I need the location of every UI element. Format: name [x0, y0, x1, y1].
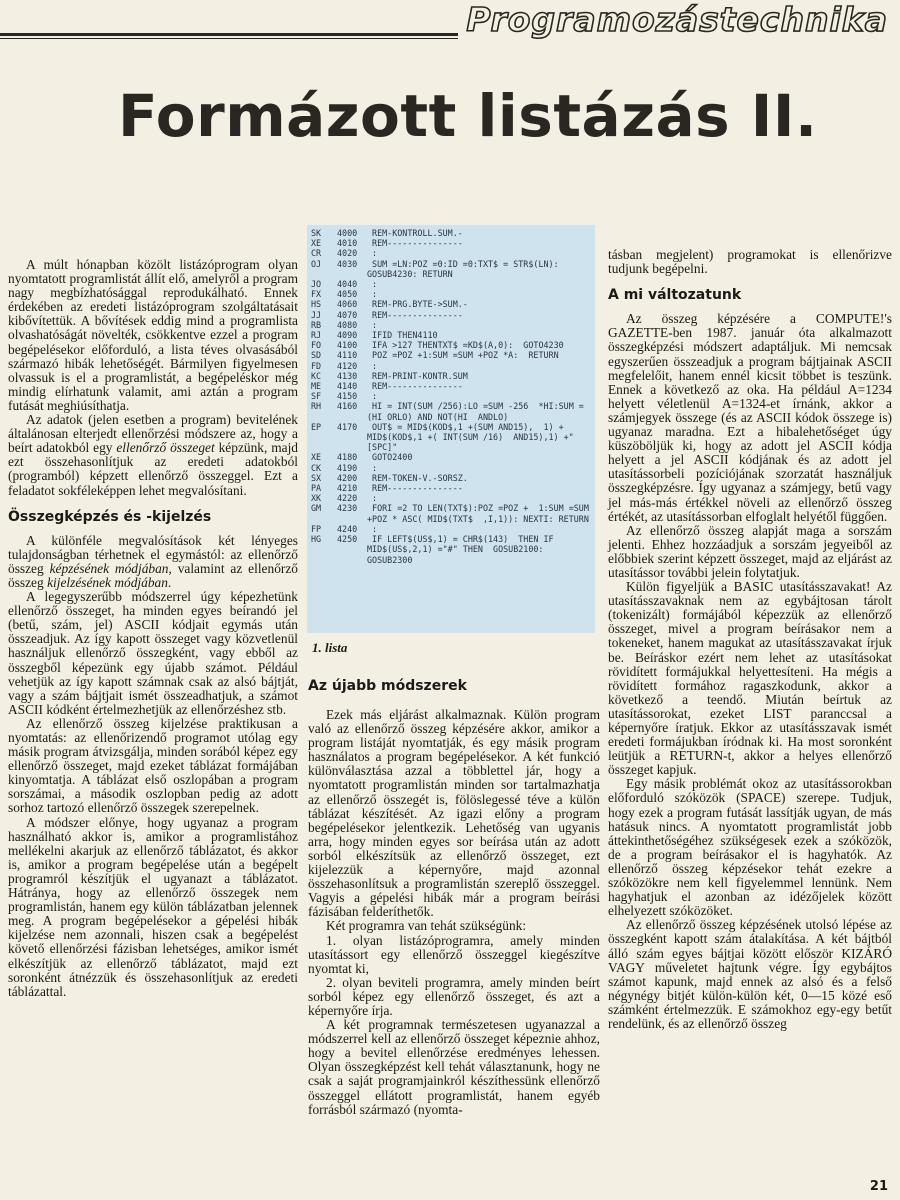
listing-code: SX [311, 472, 322, 483]
listing-text: REM-PRINT-KONTR.SUM [367, 370, 468, 381]
list-item: 2. olyan beviteli programra, amely minden beírt sorból képez egy ellenőrző összeget, és azt a képernyőre írja. [308, 974, 600, 1018]
paragraph: Az ellenőrző összeg képzésének utolsó lépése az összegként kapott szám átalakítása. A két bájtból álló szám egyes bájtjai között először KIZÁRÓ VAGY műveletet hajtunk végre. Így egybájtos számot kapunk, majd ennek az alsó és a felső négynégy bitjét külön-külön két, 0—15 közé eső számként értelmezzük. E számokhoz egy-egy betűt rendelünk, és az ellenőrző összeg [608, 917, 892, 1031]
listing-line [311, 371, 591, 381]
listing-text: REM--------------- [367, 381, 463, 392]
page-number: 21 [869, 1179, 888, 1194]
listing-line [311, 473, 591, 483]
listing-line [311, 503, 594, 524]
listing-line [311, 452, 591, 462]
listing-num: 4170 [337, 421, 358, 432]
listing-text: : [367, 289, 378, 300]
listing-text: : [367, 523, 378, 534]
listing-num: 4220 [337, 493, 358, 504]
subheading: Az újabb módszerek [308, 678, 467, 694]
listing-line [311, 340, 591, 350]
listing-num: 4040 [337, 279, 358, 290]
listing-code: SD [311, 350, 322, 361]
listing-text: IF LEFT$(US$,1) = CHR$(143) THEN IF MID$(US$,2,1) ="#" THEN GOSUB2100: GOSUB2300 [367, 534, 559, 565]
listing-line [311, 320, 591, 330]
listing-line [311, 310, 591, 320]
list-item: 1. olyan listázóprogramra, amely minden utasítássort egy ellenőrző összeggel kiegészítve nyomtat ki, [308, 932, 600, 976]
listing-text: GOTO2400 [367, 452, 413, 463]
listing-line [311, 422, 591, 453]
listing-line [311, 361, 591, 371]
listing-text: POZ =POZ +1:SUM =SUM +POZ *A: RETURN [367, 350, 559, 361]
paragraph: A két programnak természetesen ugyanazzal a módszerrel kell az ellenőrző összeget képeznie ahhoz, hogy a bevitel ellenőrzése eredményes lehessen. Olyan összegképzést kell tehát választanunk, hogy ne csak a saját programjainkról készíthessünk ellenőrző összeggel ellátott programlistát, hanem egyéb forrásból származó (nyomta- [308, 1017, 600, 1117]
listing-text: IFID THEN4110 [367, 330, 438, 341]
listing-line [311, 299, 591, 309]
listing-line [311, 330, 591, 340]
subheading: Összegképzés és -kijelzés [8, 508, 212, 525]
listing-line [311, 391, 591, 401]
listing-code: GM [311, 503, 322, 514]
listing-code: KC [311, 370, 322, 381]
listing-text: REM--------------- [367, 238, 463, 249]
listing-text: REM-PRG.BYTE->SUM.- [367, 299, 468, 310]
headline: Formázott listázás II. [118, 82, 818, 150]
listing-num: 4150 [337, 391, 358, 402]
listing-code: JJ [311, 309, 322, 320]
section-title: Programozástechnika [466, 0, 888, 39]
column-2 [308, 708, 600, 1117]
listing-num: 4070 [337, 309, 358, 320]
listing-line [311, 401, 591, 421]
listing-num: 4050 [337, 289, 358, 300]
subheading: A mi változatunk [608, 287, 742, 304]
listing-line [311, 248, 591, 258]
listing-code: CK [311, 462, 322, 473]
paragraph: A múlt hónapban közölt listázóprogram olyan nyomtatott programlistát állít elő, amelyről a program nagy megbízhatósággal reprodukálható. Ennek érdekében az eredeti listázóprogram szolgáltatásait kibővítettük. A bővítések eddig mind a programlista olvashatóságát növelték, csökkentve ezzel a program begépelésekor előforduló, a lista téves olvasásából származó hibák lehetőségét. Bármilyen figyelmesen olvassuk is el a programlistát, a begépeléskor még mindig elírhatunk valamit, ami aztán a program futását meghiúsíthatja. [8, 257, 298, 413]
listing-num: 4080 [337, 319, 358, 330]
listing-line [311, 259, 591, 279]
listing-num: 4020 [337, 248, 358, 259]
listing-text: FORI =2 TO LEN(TXT$):POZ =POZ + 1:SUM =SUM +POZ * ASC( MID$(TXT$ ,I,1)): NEXTI: RETURN [367, 503, 594, 524]
listing-line [311, 534, 591, 565]
listing-text: : [367, 279, 378, 290]
listing-code: CR [311, 248, 322, 259]
listing-text: REM--------------- [367, 309, 463, 320]
column-1 [8, 258, 298, 999]
listing-num: 4210 [337, 483, 358, 494]
listing-num: 4000 [337, 228, 358, 238]
paragraph: Külön figyeljük a BASIC utasításszavakat! Az utasításszavaknak nem az egybájtosan tárolt (tokenizált) formájából képezzük az ellenőrző összeget, mivel a program beírásakor nem a tokeneket, hanem magukat az utasításszavakat írjuk be. Beíráskor ezért nem lehet az utasításokat rövidített formájukkal helyettesíteni. Ha mégis a rövidített formához ragaszkodunk, akkor a következő a teendő. Miután beírtuk az utasítássorokat, ezeket LIST paranccsal a képernyőre íratjuk. Ekkor az utasításszavak ismét eredeti formájukban íródnak ki. Ha most soronként leütjük a RETURN-t, akkor a helyes ellenőrző összeget kapjuk. [608, 579, 892, 778]
listing-code: ME [311, 381, 322, 392]
listing-code: FP [311, 523, 322, 534]
listing-text: : [367, 493, 378, 504]
listing-text: : [367, 462, 378, 473]
paragraph: Egy másik problémát okoz az utasítássorokban előforduló szóközök (SPACE) szerepe. Tudjuk, hogy ezek a program futását lassítják ugyan, de más hatásuk nincs. A nyomtatott programlistát jobb áttekinthetőségéhez szükségesek ezek a szóközök, de a program beírásakor el is hagyhatók. Az ellenőrző összeg képzésekor tehát ezekre a szóközökre nem kell figyelemmel lennünk. Nem hagyhatjuk el azonban az idézőjelek között elhelyezett szóközöket. [608, 776, 892, 919]
listing-num: 4160 [337, 401, 358, 412]
listing-code: FD [311, 360, 322, 371]
listing-num: 4180 [337, 452, 358, 463]
paragraph: Két programra van tehát szükségünk: [326, 918, 527, 934]
listing-caption: 1. lista [312, 640, 348, 655]
paragraph: Ezek más eljárást alkalmaznak. Külön program való az ellenőrző összeg képzésére akkor, amikor a program listáját nyomtatják, és egy másik program használatos a program begépelésekor. A két funkció különválasztása azzal a többlettel jár, hogy a nyomtatott programlistán minden sor tartalmazhatja az ellenőrző összegét is, fölöslegessé téve a külön táblázat készítését. Az igazi előny a program begépelésekor jelentkezik. Lehetőség van ugyanis arra, hogy minden egyes sor beírása után az adott sorból elkészítsük az ellenőrző összeget, ezt kijelezzük a képernyőre, majd azonnal összehasonlítsuk a programlistán szereplő összeggel. Vagyis a gépelési hibák már a program beírási fázisában felderíthetők. [308, 707, 600, 920]
listing-line [311, 238, 591, 248]
listing-num: 4250 [337, 534, 358, 545]
listing-code: JO [311, 279, 322, 290]
listing-code: EP [311, 421, 322, 432]
column-3 [608, 248, 892, 1031]
listing-line [311, 524, 591, 534]
paragraph: A módszer előnye, hogy ugyanaz a program használható akkor is, amikor a programlistához mellékelni akarjuk az ellenőrző táblázatot, és akkor is, amikor a program begépelése után a begépelt programról készítjük el ugyanazt a táblázatot. Hátránya, hogy az ellenőrző összegek nem programlistán, hanem egy külön táblázatban jelennek meg. A program begépelésekor a gépelési hibák kijelzése nem azonnali, hiszen csak a begépelést követő ellenőrzési fázisban lehetséges, amikor ismét elkészítjük az ellenőrző táblázatot, majd ezt soronként átnézzük és összehasonlítjuk az eredeti táblázattal. [8, 814, 298, 999]
listing-code: RH [311, 401, 322, 412]
listing-code: XK [311, 493, 322, 504]
listing-text: : [367, 319, 378, 330]
listing-num: 4200 [337, 472, 358, 483]
listing-code: HS [311, 299, 322, 310]
listing-code: FO [311, 340, 322, 351]
listing-text: REM-KONTROLL.SUM.- [367, 228, 463, 238]
listing-text: REM-TOKEN-V.-SORSZ. [367, 472, 468, 483]
program-listing [307, 225, 595, 633]
listing-text: : [367, 248, 378, 259]
listing-line [311, 350, 591, 360]
paragraph: Az adatok (jelen esetben a program) bevitelének általánosan elterjedt ellenőrzési módszere az, hogy a beírt adatokból egy ellenőrző összeget képzünk, majd ezt összehasonlítjuk az eredeti adatokból (programból) képzett ellenőrző összeggel. Ezt a feladatot sokféleképpen lehet megvalósítani. [8, 412, 298, 498]
listing-line [311, 279, 591, 289]
listing-num: 4120 [337, 360, 358, 371]
listing-code: XE [311, 238, 322, 249]
listing-num: 4100 [337, 340, 358, 351]
listing-code: XE [311, 452, 322, 463]
listing-line [311, 483, 591, 493]
listing-text: HI = INT(SUM /256):LO =SUM -256 *HI:SUM =(HI ORLO) AND NOT(HI ANDLO) [367, 401, 584, 422]
listing-code: RB [311, 319, 322, 330]
listing-num: 4190 [337, 462, 358, 473]
listing-code: SF [311, 391, 322, 402]
listing-line [311, 493, 591, 503]
listing-text: OUT$ = MID$(KOD$,1 +(SUM AND15), 1) + MID$(KOD$,1 +( INT(SUM /16) AND15),1) +"[SPC]" [367, 421, 574, 453]
listing-text: IFA >127 THENTXT$ =KD$(A,0): GOTO4230 [367, 340, 564, 351]
paragraph: A különféle megvalósítások két lényeges tulajdonságban térhetnek el egymástól: az ellenőrző összeg képzésének módjában, valamint az ellenőrző összeg kijelzésének módjában. [8, 532, 298, 590]
listing-text: SUM =LN:POZ =0:ID =0:TXT$ = STR$(LN): GOSUB4230: RETURN [367, 258, 569, 279]
header-rule-thin [0, 38, 458, 39]
paragraph: A legegyszerűbb módszerrel úgy képezhetünk ellenőrző összeget, ha minden egyes beírandó jel (betű, szám, jel) ASCII kódjait egymás után összeadjuk. Az így kapott összeget vagy közvetlenül használjuk ellenőrző összegként, vagy ebből az összegből képezünk egy újabb számot. Például vehetjük az így kapott számnak csak az alsó bájtját, vagy a szám bájtjait ismét összeadhatjuk, a számot ASCII kódként értelmezhetjük az ellenőrzéshez stb. [8, 589, 298, 717]
paragraph: Az ellenőrző összeg alapját maga a sorszám jelenti. Ehhez hozzáadjuk a sorszám jegyeiből az előbbiek szerint képzett összeget, majd az eljárást az utasítássor további jelein folytatjuk. [608, 522, 892, 580]
listing-num: 4060 [337, 299, 358, 310]
listing-code: SK [311, 228, 322, 238]
listing-line [311, 381, 591, 391]
paragraph: Az összeg képzésére a COMPUTE!'s GAZETTE-ben 1987. január óta alkalmazott összegképzési módszert adaptáljuk. Mi nemcsak egyszerűen összeadjuk a program bájtjainak ASCII megfelelőit, hanem ennél kicsit többet is teszünk. Ennek a következő az oka. Ha például A=1234 helyett véletlenül A=1324-et írnánk, akkor a számjegyek összege (és az ASCII kódok összege is) ugyanaz maradna. Ezt a hibalehetőséget úgy küszöböljük ki, hogy az adott jel ASCII kódja helyett a jel ASCII kódjának és az adott jel utasítássorbeli pozíciójának szorzatát használjuk összegképzésre. Így ugyanaz a számjegy, betű vagy jel más-más értékkel növeli az ellenőrző összeg értékét, az utasítássorban elfoglalt helyétől függően. [608, 311, 892, 524]
listing-num: 4110 [337, 350, 358, 361]
listing-num: 4140 [337, 381, 358, 392]
listing-line [311, 463, 591, 473]
listing-num: 4030 [337, 258, 358, 269]
listing-code: PA [311, 483, 322, 494]
listing-text: : [367, 360, 378, 371]
listing-text: : [367, 391, 378, 402]
listing-code: HG [311, 534, 322, 545]
listing-num: 4230 [337, 503, 358, 514]
listing-num: 4090 [337, 330, 358, 341]
paragraph: Az ellenőrző összeg kijelzése praktikusan a nyomtatás: az ellenőrizendő programot utólag egy másik program átvizsgálja, minden sorából képez egy ellenőrző összeget, majd ezeket táblázat formájában kinyomtatja. A táblázat első oszlopában a program sorszámai, a második oszlopban pedig az adott sorhoz tartozó ellenőrző összegek szerepelnek. [8, 715, 298, 816]
listing-code: OJ [311, 258, 322, 269]
listing-text: REM--------------- [367, 483, 463, 494]
listing-code: RJ [311, 330, 322, 341]
paragraph: tásban megjelent) programokat is ellenőrizve tudjunk begépelni. [608, 247, 892, 277]
listing-num: 4240 [337, 523, 358, 534]
listing-num: 4130 [337, 370, 358, 381]
header-rule [0, 33, 458, 36]
listing-line [311, 228, 591, 238]
listing-line [311, 289, 591, 299]
listing-code: FX [311, 289, 322, 300]
listing-num: 4010 [337, 238, 358, 249]
